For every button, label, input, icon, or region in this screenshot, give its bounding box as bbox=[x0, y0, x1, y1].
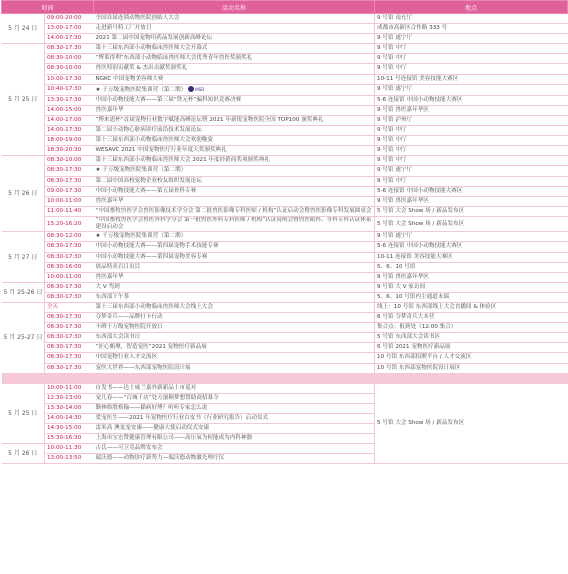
header-location: 地点 bbox=[375, 1, 568, 14]
header-activity: 活动名称 bbox=[94, 1, 375, 14]
table-row bbox=[2, 126, 568, 136]
time-cell: 08:30-10:00 bbox=[45, 54, 94, 64]
time-cell: 13:30-14:00 bbox=[45, 403, 94, 413]
activity-cell bbox=[94, 252, 375, 262]
time-cell: 12:30-13:00 bbox=[45, 393, 94, 403]
activity-cell bbox=[94, 444, 375, 454]
location-cell: 9 号馆 兽医嘉年华区 bbox=[375, 196, 568, 206]
table-row bbox=[2, 206, 568, 216]
activity-text: 雷米高 澳龙宠安康——健康大使启动仪式安康 bbox=[95, 425, 210, 432]
time-cell: 13:00-13:50 bbox=[45, 454, 94, 464]
table-row bbox=[2, 196, 568, 206]
table-row bbox=[2, 333, 568, 343]
time-cell: 08:30-17:30 bbox=[45, 313, 94, 323]
activity-text: 第十三届东西部小动物临床兽医师大会欢迎晚宴 bbox=[95, 137, 213, 144]
time-cell: 11:00-11:40 bbox=[45, 206, 94, 216]
activity-cell bbox=[94, 24, 375, 34]
table-row bbox=[2, 136, 568, 146]
time-cell: 09:00-20:00 bbox=[45, 14, 94, 24]
activity-cell bbox=[94, 166, 375, 176]
time-cell: 08:30-17:30 bbox=[45, 333, 94, 343]
table-row bbox=[2, 84, 568, 95]
date-cell: 5 月 25-27 日 bbox=[2, 302, 45, 373]
activity-text: WESAVC 2021 中国宠物医疗行业年度大奖颁奖典礼 bbox=[95, 147, 227, 154]
location-cell: 5 号馆 大会 Show 场 / 新品发布区 bbox=[375, 206, 568, 216]
activity-text: 自发书——达士威兰嘉外新新品上市巡对 bbox=[95, 384, 197, 391]
activity-cell bbox=[94, 313, 375, 323]
activity-cell bbox=[94, 115, 375, 125]
activity-cell bbox=[94, 262, 375, 272]
activity-text: 第十三届东西部小动物临床兽医师大会线上大会 bbox=[95, 303, 213, 310]
table-row bbox=[2, 186, 568, 196]
activity-cell bbox=[94, 44, 375, 54]
table-row bbox=[2, 302, 568, 312]
table-row bbox=[2, 44, 568, 54]
time-cell: 14:00-17:30 bbox=[45, 126, 94, 136]
location-cell: 5 号馆 东西部大会读书区 bbox=[375, 333, 568, 343]
msd-logo-icon bbox=[188, 86, 194, 92]
location-cell: 9 号馆 中厅 bbox=[375, 146, 568, 156]
activity-cell bbox=[94, 403, 375, 413]
activity-cell bbox=[94, 353, 375, 363]
table-row bbox=[2, 313, 568, 323]
location-cell: 5-6 连接馆 中国小动物技能大赛区 bbox=[375, 242, 568, 252]
date-cell: 5 月 26 日 bbox=[2, 444, 45, 464]
activity-text: 中国小动物技能大赛——第四届宠物美容专赛 bbox=[95, 253, 208, 260]
activity-text: 兽医嘉年华 bbox=[95, 273, 124, 280]
table-row bbox=[2, 343, 568, 353]
time-cell: 全天 bbox=[45, 302, 94, 312]
activity-text: “中国畜牧兽医学会兽医影像技术学分会 第二批兽医影像专科医师 / 机构”认证启动会暨兽医影像专科发展圆桌会 bbox=[95, 207, 372, 214]
table-row bbox=[2, 166, 568, 176]
activity-cell bbox=[94, 216, 375, 231]
activity-text: 全国首届连锁动物医院创始人大会 bbox=[95, 15, 180, 21]
location-cell: 9 号馆 中厅 bbox=[375, 156, 568, 166]
activity-text: 宠医大世界——东西部宠物医院设计展 bbox=[95, 364, 191, 371]
activity-text: 夺梦奇兵——品牌打卡行动 bbox=[95, 314, 163, 321]
activity-cell bbox=[94, 64, 375, 74]
activity-text: 第十三届东西部小动物临床兽医师大会 2021 年度经销商奖项颁奖典礼 bbox=[95, 157, 270, 164]
activity-text: ★ 千万级宠物医院集训营（第二期） bbox=[95, 167, 187, 174]
location-cell: 10 号馆 东西部宠物医院设计展区 bbox=[375, 363, 568, 373]
activity-cell bbox=[94, 383, 375, 393]
location-cell: 5、6、10 号馆内主通道末端 bbox=[375, 292, 568, 302]
location-cell: 5 号馆 大会 Show 场 / 新品发布区 bbox=[375, 216, 568, 231]
time-cell: 08:30-16:00 bbox=[45, 262, 94, 272]
location-cell: 9 号馆 中厅 bbox=[375, 136, 568, 146]
table-row bbox=[2, 54, 568, 64]
activity-text: 第二届中国高校宠物企业校友组织发展论坛 bbox=[95, 177, 202, 184]
activity-text: 2021 第二届中国宠物用药品发展创新高峰论坛 bbox=[95, 35, 213, 42]
table-header bbox=[2, 1, 568, 14]
time-cell: 10:00-17:30 bbox=[45, 74, 94, 84]
activity-cell bbox=[94, 176, 375, 186]
activity-text: ★ 千万级宠物医院集训营（第二期） bbox=[95, 233, 187, 240]
time-cell: 14:30-15:00 bbox=[45, 424, 94, 434]
schedule-table bbox=[1, 0, 568, 464]
activity-text: “匠心甄聚，智造宠医”2021 宠物医疗新品展 bbox=[95, 344, 207, 351]
location-cell: 9 号馆 南充厅 bbox=[375, 14, 568, 24]
location-cell: 5、6、10 号馆 bbox=[375, 262, 568, 272]
location-cell: 6 号馆 夺梦奇兵大本营 bbox=[375, 313, 568, 323]
table-row bbox=[2, 323, 568, 333]
activity-cell bbox=[94, 434, 375, 444]
time-cell: 15:30-16:30 bbox=[45, 434, 94, 444]
date-cell: 5 月 25 日 bbox=[2, 44, 45, 156]
time-cell: 18:30-20:30 bbox=[45, 146, 94, 156]
time-cell: 10:00-11:30 bbox=[45, 444, 94, 454]
table-row bbox=[2, 24, 568, 34]
table-row bbox=[2, 353, 568, 363]
activity-text: 中国小动物技能大赛——第三届“铁元杯”骗科知识竞赛决赛 bbox=[95, 96, 242, 103]
activity-text: “博来恩杯”首届宠物行业数字赋能高峰论坛暨 2021 年新锐宠物医院全国 TOP100 颁奖典礼 bbox=[95, 116, 324, 123]
activity-cell bbox=[94, 95, 375, 105]
table-row bbox=[2, 383, 568, 393]
time-cell: 08:30-17:30 bbox=[45, 44, 94, 54]
table-row bbox=[2, 272, 568, 282]
activity-text: 丰碑于万级宠物医院开放日 bbox=[95, 324, 163, 331]
time-cell: 08:30-17:30 bbox=[45, 282, 94, 292]
activity-cell bbox=[94, 126, 375, 136]
time-cell: 14:00-15:00 bbox=[45, 105, 94, 115]
activity-cell bbox=[94, 343, 375, 353]
table-row bbox=[2, 115, 568, 125]
time-cell: 14:00-17:30 bbox=[45, 34, 94, 44]
activity-text: 上海市宝宏赞健康管理有限公司——高压氧为何能成为内科神器 bbox=[95, 435, 253, 442]
time-cell: 09:00-17:30 bbox=[45, 186, 94, 196]
date-cell: 5 月 25-26 日 bbox=[2, 282, 45, 302]
activity-cell bbox=[94, 136, 375, 146]
location-cell: 5-6 连接馆 中国小动物技能大赛区 bbox=[375, 186, 568, 196]
location-cell: 9 号馆 遂宁厅 bbox=[375, 166, 568, 176]
activity-text: 走进新马特工厂开放日 bbox=[95, 25, 152, 32]
activity-text: NGKC 中国宠物美容师大赛 bbox=[95, 75, 164, 82]
activity-text: “中国畜牧兽医学会兽医外科学分会 第一批兽医外科专科医师 / 机构”认证说明会暨兽医眼科、牙科专科认证体系建设启动会 bbox=[95, 216, 372, 231]
activity-cell bbox=[94, 206, 375, 216]
location-cell: 成都市高新区合作路 333 号 bbox=[375, 24, 568, 34]
activity-cell bbox=[94, 292, 375, 302]
activity-cell bbox=[94, 186, 375, 196]
activity-cell bbox=[94, 146, 375, 156]
activity-text: 中国宠物行业人才交流区 bbox=[95, 354, 158, 361]
time-cell: 08:30-10:00 bbox=[45, 156, 94, 166]
activity-cell bbox=[94, 413, 375, 423]
activity-cell bbox=[94, 272, 375, 282]
table-row bbox=[2, 252, 568, 262]
table-row bbox=[2, 232, 568, 242]
activity-cell bbox=[94, 393, 375, 403]
table-row bbox=[2, 146, 568, 156]
time-cell: 13:00-17:00 bbox=[45, 24, 94, 34]
table-row bbox=[2, 95, 568, 105]
header-date: 时间 bbox=[2, 1, 94, 14]
time-cell: 08:30-17:30 bbox=[45, 353, 94, 363]
time-cell: 08:30-10:00 bbox=[45, 64, 94, 74]
time-cell: 08:30-17:30 bbox=[45, 176, 94, 186]
location-cell: 9 号馆 遂宁厅 bbox=[375, 84, 568, 95]
activity-cell bbox=[94, 196, 375, 206]
activity-cell bbox=[94, 34, 375, 44]
location-cell: 5-6 连接馆 中国小动物技能大赛区 bbox=[375, 95, 568, 105]
msd-logo-text: MSD bbox=[195, 86, 205, 92]
activity-text: 东西部下午茶 bbox=[95, 293, 130, 300]
table-row bbox=[2, 176, 568, 186]
activity-text: 东西部大会读书日 bbox=[95, 334, 141, 341]
location-cell: 9 号馆 中厅 bbox=[375, 176, 568, 186]
activity-cell bbox=[94, 156, 375, 166]
location-cell: 线上：10 号馆 东西部线上大会直播间 & 体验区 bbox=[375, 302, 568, 312]
location-cell: 9 号馆 中厅 bbox=[375, 64, 568, 74]
activity-cell bbox=[94, 323, 375, 333]
time-cell: 08:30-17:30 bbox=[45, 166, 94, 176]
table-row bbox=[2, 292, 568, 302]
location-cell: 9 号馆 中厅 bbox=[375, 54, 568, 64]
activity-cell bbox=[94, 54, 375, 64]
table-row bbox=[2, 282, 568, 292]
activity-cell bbox=[94, 424, 375, 434]
activity-cell bbox=[94, 105, 375, 115]
time-cell: 13:30-17:30 bbox=[45, 95, 94, 105]
activity-cell bbox=[94, 74, 375, 84]
time-cell: 10:00-11:00 bbox=[45, 196, 94, 206]
activity-cell bbox=[94, 84, 375, 95]
section-divider bbox=[2, 373, 568, 383]
activity-text: 中国小动物技能大赛——第五届骨科专赛 bbox=[95, 187, 197, 194]
activity-text: “博莱得利”东西部小动物临床兽医师大会优秀青年兽医奖颁奖礼 bbox=[95, 55, 253, 62]
activity-cell bbox=[94, 302, 375, 312]
location-cell: 9 号馆 泸州厅 bbox=[375, 115, 568, 125]
table-row bbox=[2, 14, 568, 24]
location-cell: 集合点：报到处（12:00 集合） bbox=[375, 323, 568, 333]
activity-text: 爱宠医生——2021 年宠物医疗行业白皮书（行业研究报告）启动仪式 bbox=[95, 414, 269, 421]
activity-text: 兽医特别贡献奖 & 杰出贡献奖颁奖礼 bbox=[95, 65, 188, 72]
table-row bbox=[2, 34, 568, 44]
activity-text: 大 V 驾到 bbox=[95, 283, 120, 290]
activity-cell bbox=[94, 454, 375, 464]
activity-text: 兽医嘉年华 bbox=[95, 197, 124, 204]
activity-cell bbox=[94, 242, 375, 252]
table-row bbox=[2, 74, 568, 84]
location-cell: 9 号馆 中厅 bbox=[375, 44, 568, 54]
location-cell: 6 号馆 2021 宠物医疗新品展 bbox=[375, 343, 568, 353]
date-cell: 5 月 24 日 bbox=[2, 14, 45, 44]
activity-text: 第二届小动物心脏病诊疗前沿技术发展论坛 bbox=[95, 127, 202, 134]
location-cell: 9 号馆 大 V 家访间 bbox=[375, 282, 568, 292]
table-row bbox=[2, 216, 568, 231]
table-row bbox=[2, 64, 568, 74]
table-row bbox=[2, 363, 568, 373]
time-cell: 10:00-11:00 bbox=[45, 383, 94, 393]
activity-text: 第十三届东西部小动物临床兽医师大会开幕式 bbox=[95, 45, 208, 52]
time-cell: 08:30-17:30 bbox=[45, 252, 94, 262]
location-cell: 10-11 连接馆 美容技能大赛区 bbox=[375, 252, 568, 262]
date-cell: 5 月 25 日 bbox=[2, 383, 45, 444]
activity-text: 兽医嘉年华 bbox=[95, 106, 124, 113]
location-cell: 9 号馆 兽医嘉年华区 bbox=[375, 272, 568, 282]
activity-text: 晨品特卖百日页目 bbox=[95, 263, 141, 270]
time-cell: 08:30-12:00 bbox=[45, 232, 94, 242]
location-cell: 10-11 号连接馆 美容技能大赛区 bbox=[375, 74, 568, 84]
location-cell: 9 号馆 中厅 bbox=[375, 126, 568, 136]
location-cell: 5 号馆 大会 Show 场 / 新品发布区 bbox=[375, 383, 568, 464]
section-divider-cell bbox=[2, 373, 568, 383]
date-cell: 5 月 27 日 bbox=[2, 232, 45, 282]
activity-cell bbox=[94, 333, 375, 343]
time-cell: 08:30-17:30 bbox=[45, 363, 94, 373]
location-cell: 9 号馆 遂宁厅 bbox=[375, 34, 568, 44]
date-cell: 5 月 26 日 bbox=[2, 156, 45, 232]
time-cell: 08:30-17:30 bbox=[45, 343, 94, 353]
table-row bbox=[2, 156, 568, 166]
activity-text: 勤林格殷格翰——猫病好博？听听专家怎么说 bbox=[95, 404, 208, 411]
activity-text: ★ 千万级宠物医院集训营（第二期） bbox=[95, 86, 187, 93]
time-cell: 08:30-17:30 bbox=[45, 292, 94, 302]
time-cell: 08:30-17:30 bbox=[45, 242, 94, 252]
location-cell: 10 号馆 东西部招聘平台 / 人才交流区 bbox=[375, 353, 568, 363]
time-cell: 10:00-11:00 bbox=[45, 272, 94, 282]
time-cell: 14:00-17:00 bbox=[45, 115, 94, 125]
activity-cell bbox=[94, 232, 375, 242]
table-row bbox=[2, 242, 568, 252]
time-cell: 18:00-19:00 bbox=[45, 136, 94, 146]
time-cell: 10:40-17:30 bbox=[45, 84, 94, 95]
activity-text: 宠儿春——“百城千店”处方滋顺梦想赞助商招募令 bbox=[95, 394, 219, 401]
table-row bbox=[2, 262, 568, 272]
time-cell: 15:20-16:20 bbox=[45, 216, 94, 231]
location-cell: 9 号馆 兽医嘉年华区 bbox=[375, 105, 568, 115]
activity-cell bbox=[94, 14, 375, 24]
activity-text: 古氏——可卫竞品牌发布会 bbox=[95, 445, 163, 452]
activity-text: 瑞沃德——动物诊疗新势力—瑞沃德动物激光理疗仪 bbox=[95, 455, 225, 462]
location-cell: 9 号馆 遂宁厅 bbox=[375, 232, 568, 242]
time-cell: 08:30-17:30 bbox=[45, 323, 94, 333]
activity-cell bbox=[94, 282, 375, 292]
activity-text: 中国小动物技能大赛——第四届宠物手术技能专赛 bbox=[95, 243, 219, 250]
time-cell: 14:00-14:30 bbox=[45, 413, 94, 423]
table-row bbox=[2, 105, 568, 115]
activity-cell bbox=[94, 363, 375, 373]
